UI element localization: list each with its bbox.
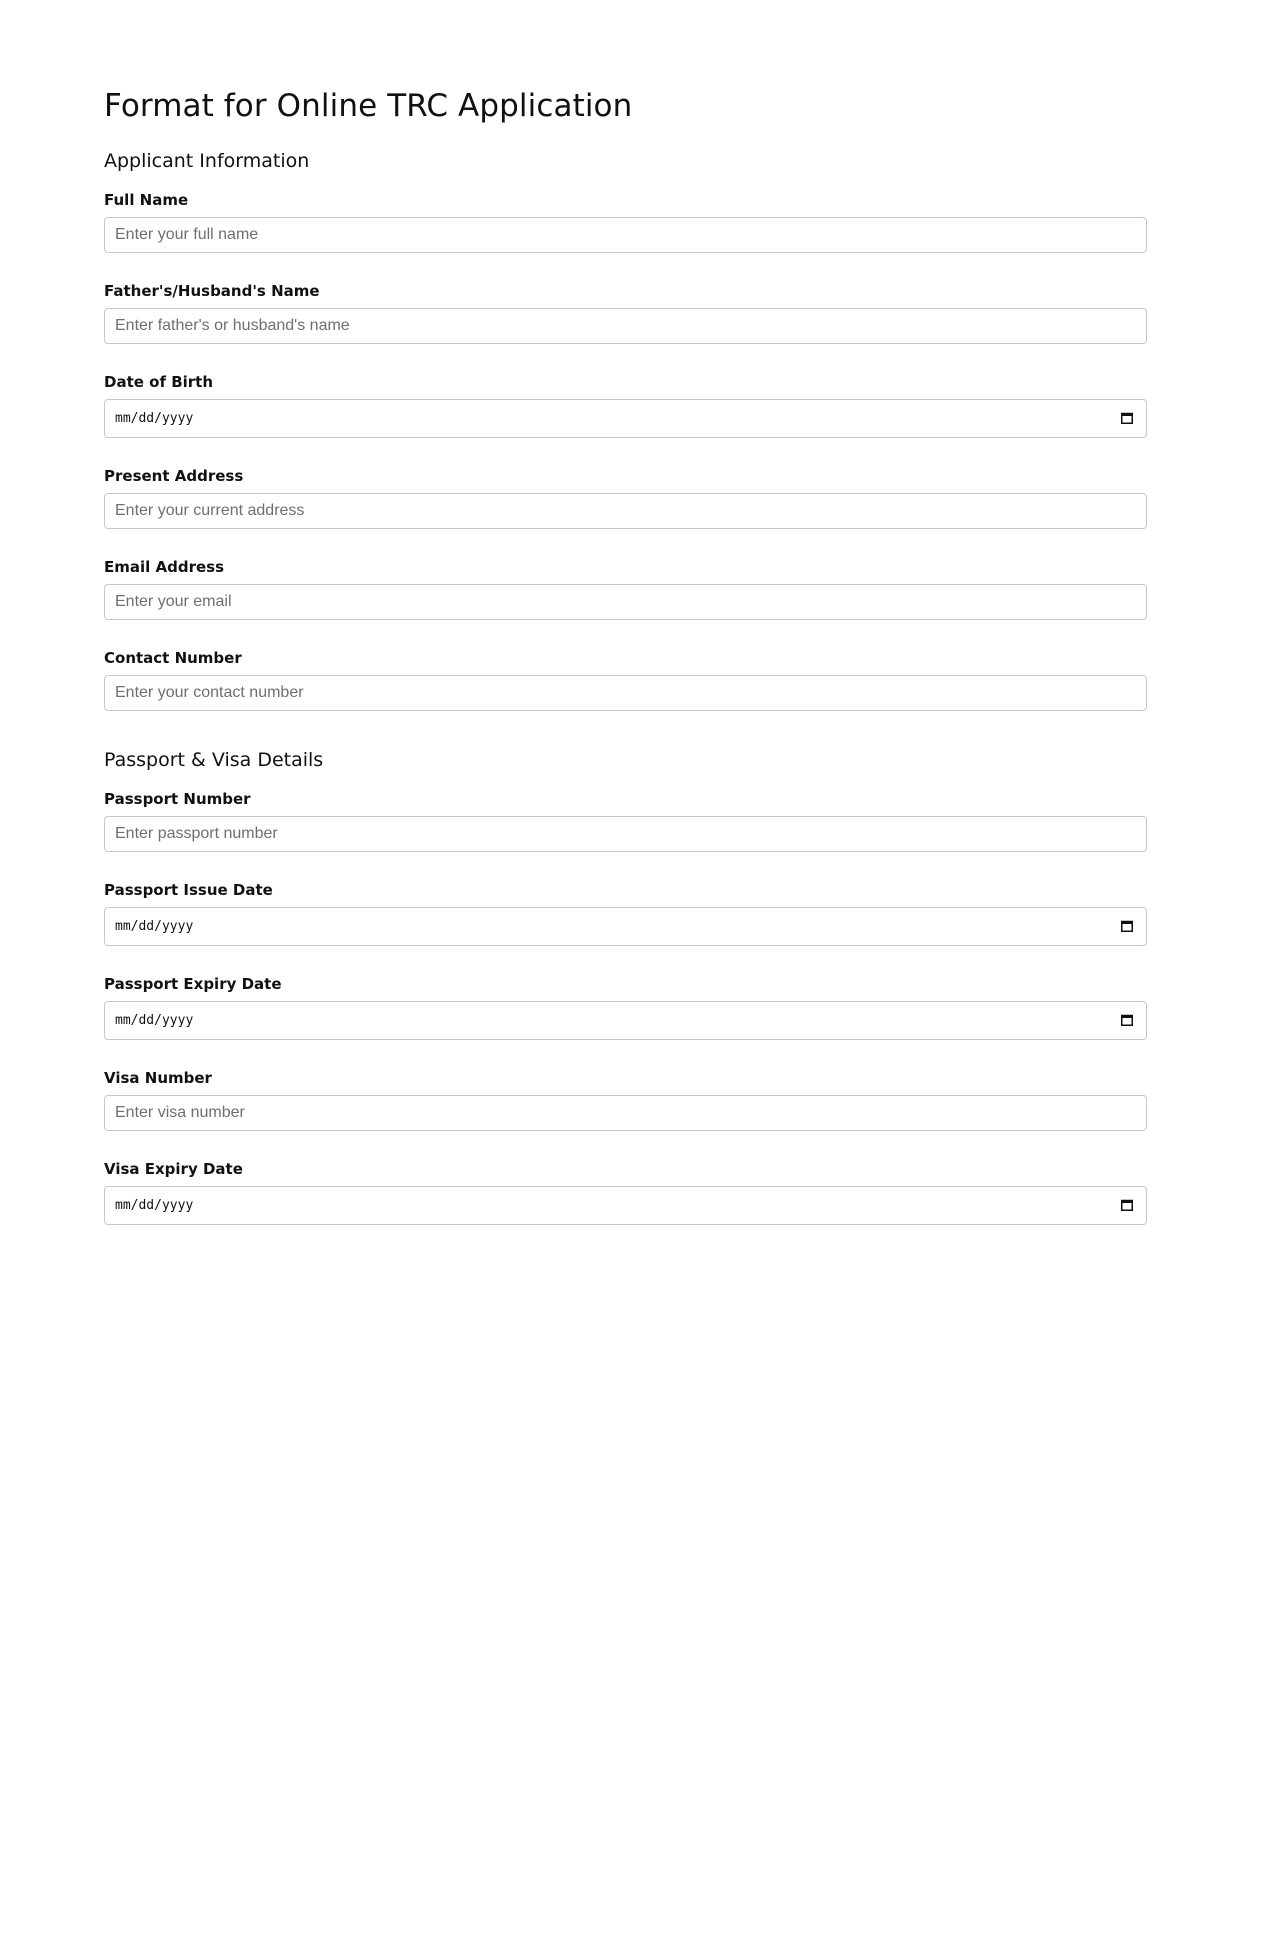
field-email-address xyxy=(104,557,1147,620)
date-of-birth-value: mm/dd/yyyy xyxy=(115,411,194,426)
visa-expiry-date-value: mm/dd/yyyy xyxy=(115,1198,194,1213)
visa-number-input[interactable] xyxy=(104,1095,1147,1131)
full-name-input[interactable] xyxy=(104,217,1147,253)
email-address-label: Email Address xyxy=(104,558,225,576)
calendar-icon[interactable] xyxy=(1121,1014,1133,1026)
present-address-input[interactable] xyxy=(104,493,1147,529)
father-husband-name-label: Father's/Husband's Name xyxy=(104,282,320,300)
passport-number-input[interactable] xyxy=(104,816,1147,852)
field-present-address xyxy=(104,466,1147,529)
calendar-icon[interactable] xyxy=(1121,920,1133,932)
field-passport-issue-date xyxy=(104,880,1147,946)
email-address-input[interactable] xyxy=(104,584,1147,620)
passport-expiry-date-label: Passport Expiry Date xyxy=(104,975,282,993)
field-visa-expiry-date xyxy=(104,1159,1147,1225)
passport-issue-date-value: mm/dd/yyyy xyxy=(115,919,194,934)
contact-number-label: Contact Number xyxy=(104,649,242,667)
visa-expiry-date-input[interactable] xyxy=(104,1186,1147,1225)
full-name-label: Full Name xyxy=(104,191,189,209)
field-full-name xyxy=(104,190,1147,253)
passport-number-label: Passport Number xyxy=(104,790,251,808)
date-of-birth-label: Date of Birth xyxy=(104,373,214,391)
calendar-icon[interactable] xyxy=(1121,1199,1133,1211)
passport-expiry-date-input[interactable] xyxy=(104,1001,1147,1040)
visa-expiry-date-label: Visa Expiry Date xyxy=(104,1160,243,1178)
section-title-passport-visa-details: Passport & Visa Details xyxy=(104,749,324,771)
field-visa-number xyxy=(104,1068,1147,1131)
calendar-icon[interactable] xyxy=(1121,412,1133,424)
field-passport-expiry-date xyxy=(104,974,1147,1040)
field-father-husband-name xyxy=(104,281,1147,344)
field-contact-number xyxy=(104,648,1147,711)
date-of-birth-input[interactable] xyxy=(104,399,1147,438)
father-husband-name-input[interactable] xyxy=(104,308,1147,344)
visa-number-label: Visa Number xyxy=(104,1069,212,1087)
passport-issue-date-input[interactable] xyxy=(104,907,1147,946)
passport-issue-date-label: Passport Issue Date xyxy=(104,881,273,899)
trc-application-form xyxy=(104,84,1147,1290)
contact-number-input[interactable] xyxy=(104,675,1147,711)
present-address-label: Present Address xyxy=(104,467,244,485)
passport-expiry-date-value: mm/dd/yyyy xyxy=(115,1013,194,1028)
section-title-applicant-information: Applicant Information xyxy=(104,150,310,172)
page-title: Format for Online TRC Application xyxy=(104,88,633,124)
field-passport-number xyxy=(104,789,1147,852)
field-date-of-birth xyxy=(104,372,1147,438)
